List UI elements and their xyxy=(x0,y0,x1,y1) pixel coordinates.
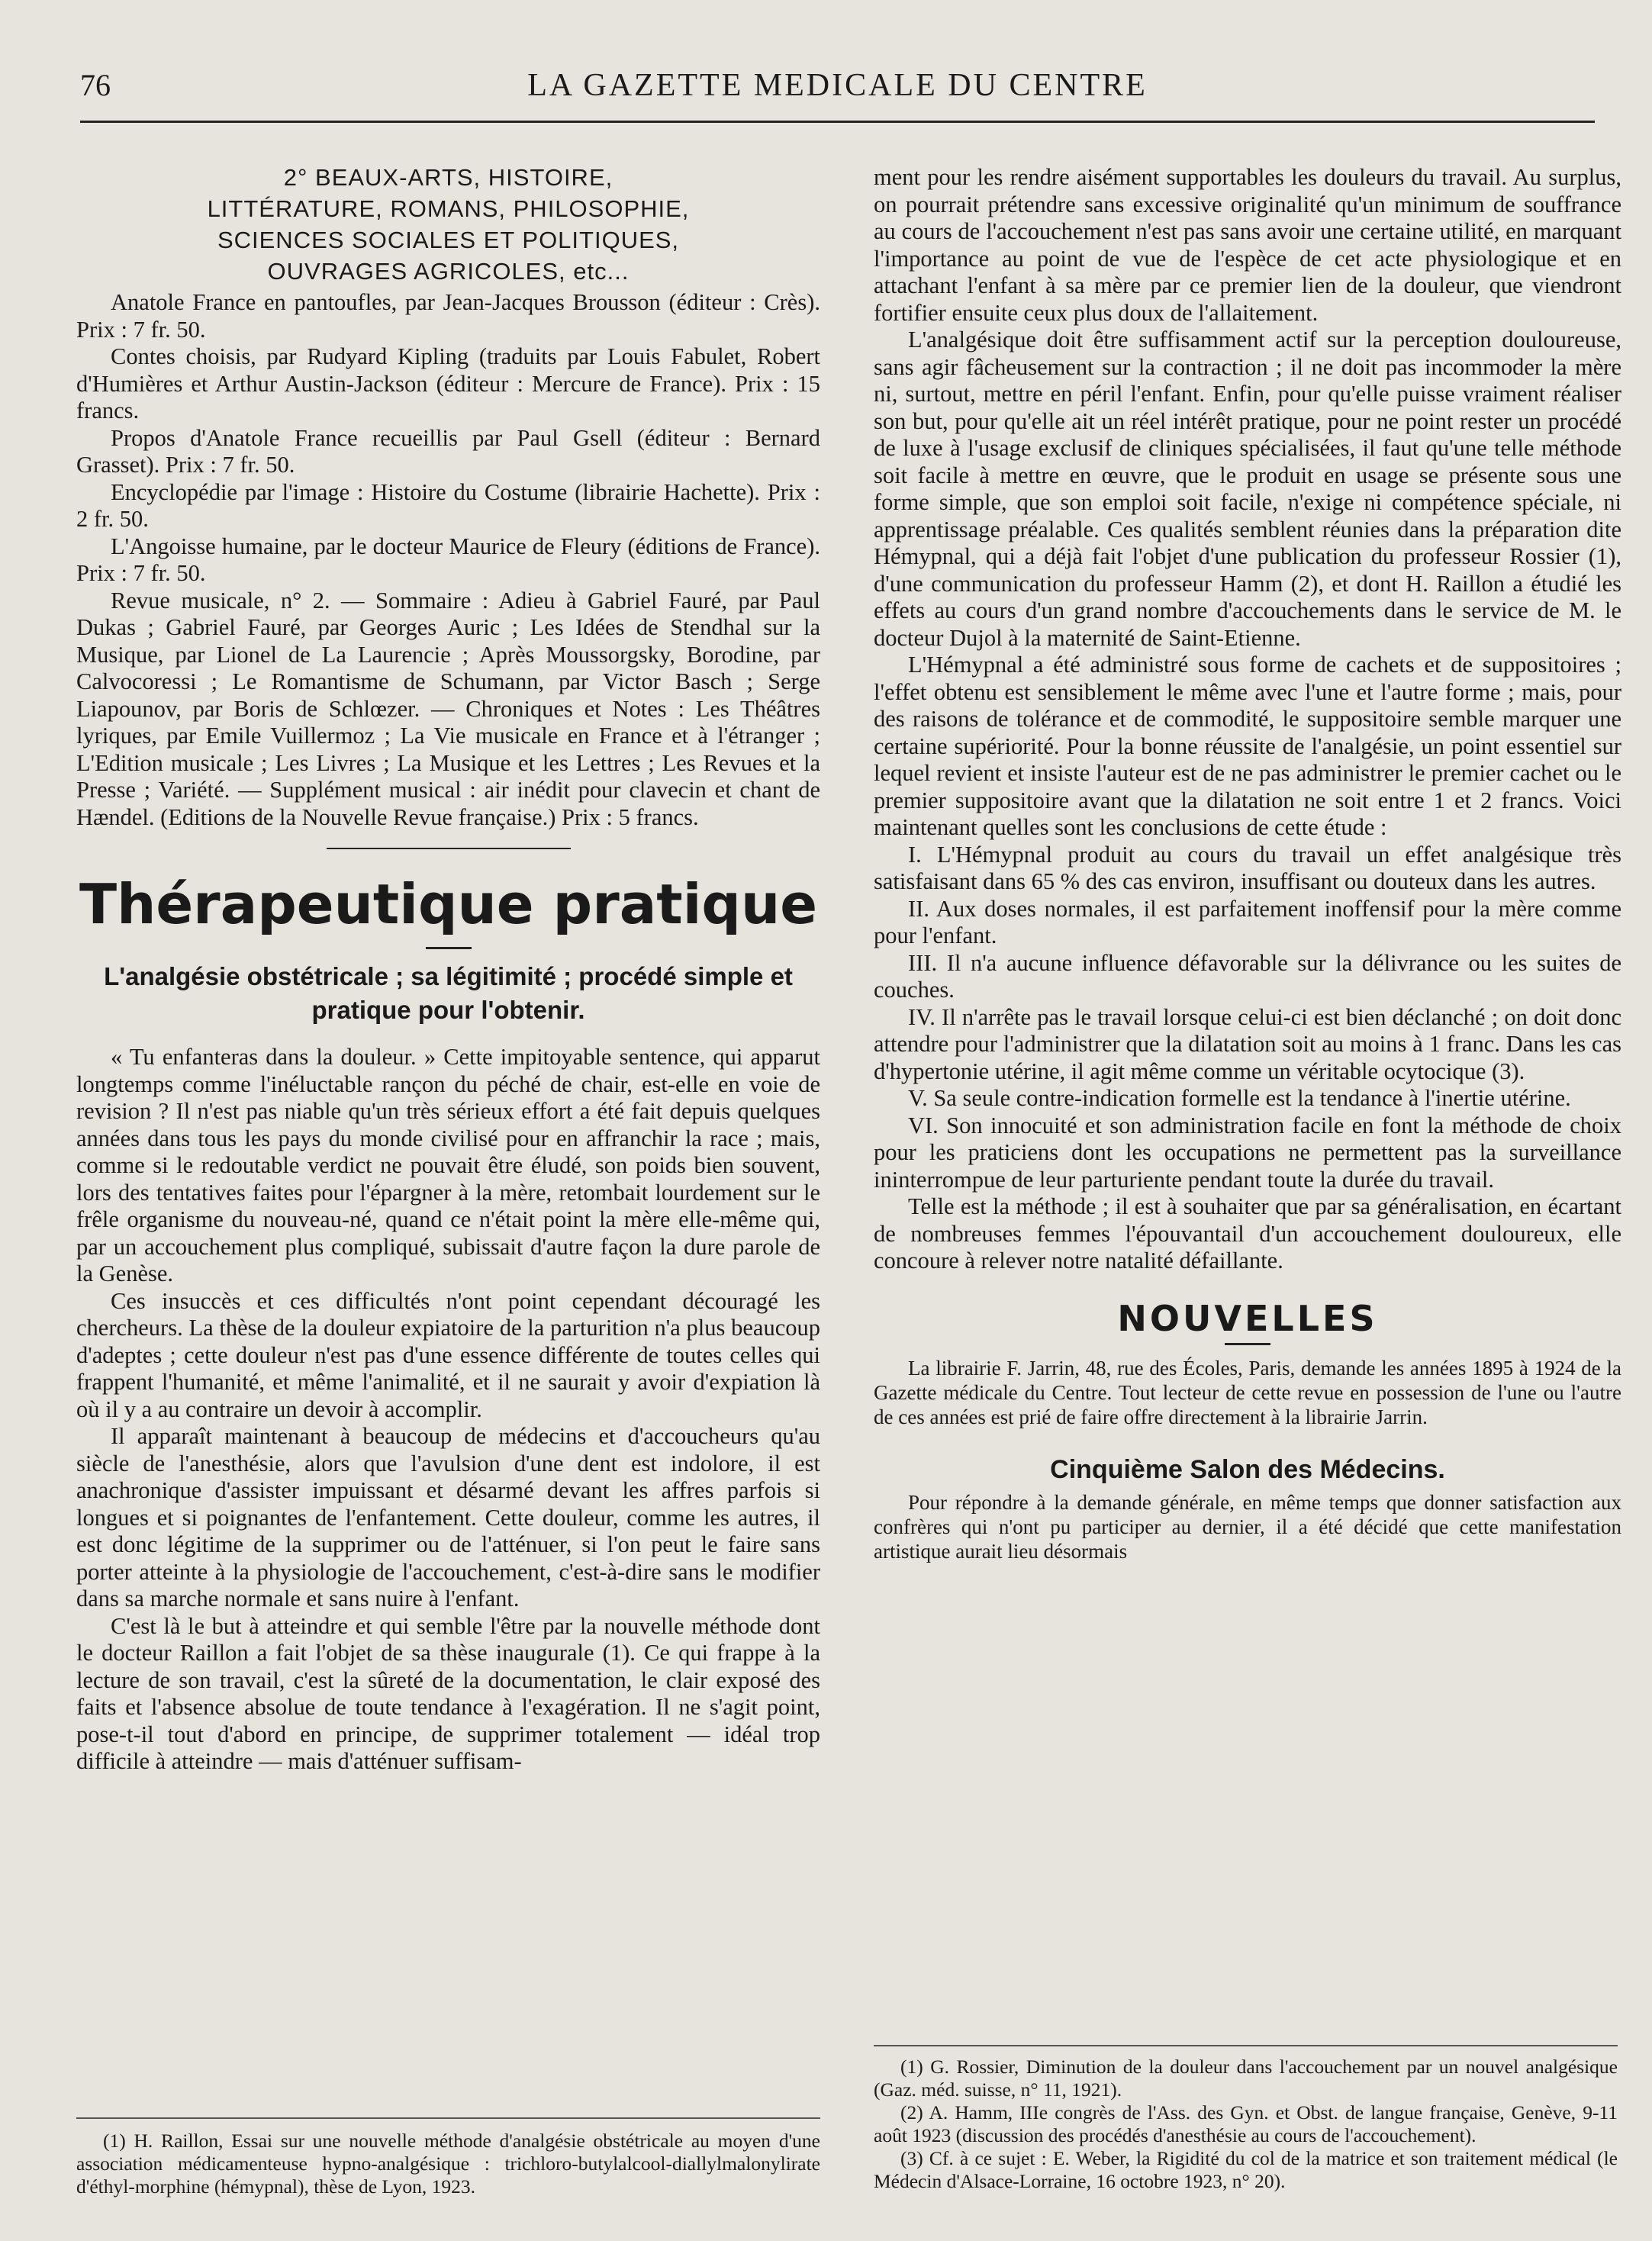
article-paragraph: L'Hémypnal a été administré sous forme de cachets et de suppositoires ; l'effet obtenu est sensiblement le même avec l'une et l'autre forme ; mais, pour des raisons de tolérance et de commodité, le suppositoire semble marquer une certaine supériorité. Pour la bonne réussite de l'analgésie, un point essentiel sur lequel revient et insiste l'auteur est de ne pas administrer le premier cachet ou le premier suppositoire avant que la dilatation ne soit entre 1 et 2 francs. Voici maintenant quelles sont les conclusions de cette étude : xyxy=(874,652,1621,840)
right-column xyxy=(874,164,1621,1563)
footnote: (3) Cf. à ce sujet : E. Weber, la Rigidité du col de la matrice et son traitement médical (le Médecin d'Alsace-Lorraine, 16 octobre 1923, n° 20). xyxy=(874,2147,1618,2192)
running-title: LA GAZETTE MEDICALE DU CENTRE xyxy=(527,68,1148,103)
conclusion-item: V. Sa seule contre-indication formelle est la tendance à l'inertie utérine. xyxy=(908,1085,1571,1111)
section-heading-line: LITTÉRATURE, ROMANS, PHILOSOPHIE, xyxy=(207,195,690,222)
salon-heading: Cinquième Salon des Médecins. xyxy=(1050,1455,1445,1484)
book-entry: Revue musicale, n° 2. — Sommaire : Adieu à Gabriel Fauré, par Paul Dukas ; Gabriel Fauré, par Georges Auric ; Les Idées de Stendhal sur la Musique, par Lionel de La Laurencie ; Après Moussorgsky, Borodine, par Calvocoressi ; Le Romantisme de Schumann, par Victor Basch ; Serge Liapounov, par Boris de Schlœzer. — Chroniques et Notes : Les Théâtres lyriques, par Emile Vuillermoz ; La Vie musicale en France et à l'étranger ; L'Edition musicale ; Les Livres ; La Musique et les Lettres ; Les Revues et la Presse ; Variété. — Supplément musical : air inédit pour clavecin et chant de Hændel. (Editions de la Nouvelle Revue française.) Prix : 5 francs. xyxy=(76,587,820,830)
conclusion-item: IV. Il n'arrête pas le travail lorsque celui-ci est bien déclanché ; on doit donc attendre pour l'administrer que la dilatation soit au moins à 1 franc. Dans les cas d'hypertonie utérine, il agit même comme un véritable ocytocique (3). xyxy=(874,1003,1621,1084)
article-paragraph: « Tu enfanteras dans la douleur. » Cette impitoyable sentence, qui apparut longtemps comme l'inéluctable rançon du péché de chair, est-elle en voie de revision ? Il n'est pas niable qu'un très sérieux effort a été fait depuis quelques années dans tous les pays du monde civilisé pour en affranchir la race ; mais, comme si le redoutable verdict ne pouvait être éludé, son poids bien souvent, lors des tentatives faites pour l'épargner à la mère, retombait lourdement sur le frêle organisme du nouveau-né, quand ce n'était point la mère elle-même qui, par un accouchement plus compliqué, subissait d'autre façon la dure parole de la Genèse. xyxy=(76,1044,820,1286)
section-heading-line: SCIENCES SOCIALES ET POLITIQUES, xyxy=(217,227,680,253)
news-paragraph: La librairie F. Jarrin, 48, rue des Écoles, Paris, demande les années 1895 à 1924 de la Gazette médicale du Centre. Tout lecteur de cette revue en possession de l'une ou l'autre de ces années est prié de faire offre directement à la librairie Jarrin. xyxy=(874,1357,1621,1428)
title-divider xyxy=(426,947,472,949)
article-paragraph: Ces insuccès et ces difficultés n'ont point cependant découragé les chercheurs. La thèse de la douleur expiatoire de la parturition n'a plus beaucoup d'adeptes ; cette douleur n'est pas d'une essence différente de toutes celles qui frappent l'humanité, et même l'animalité, et il ne saurait y avoir d'expiation là où il y a au contraire un devoir à accomplir. xyxy=(76,1287,820,1422)
footnote: (2) A. Hamm, IIIe congrès de l'Ass. des Gyn. et Obst. de langue française, Genève, 9-11 août 1923 (discussion des procédés d'anesthésie au cours de l'accouchement). xyxy=(874,2101,1618,2146)
page-number: 76 xyxy=(80,68,111,102)
section-heading-fine-arts xyxy=(76,164,820,285)
conclusion-item: I. L'Hémypnal produit au cours du travail un effet analgésique très satisfaisant dans 65 % des cas environ, insuffisant ou douteux dans les autres. xyxy=(874,841,1621,894)
article-paragraph: Telle est la méthode ; il est à souhaiter que par sa généralisation, en écartant de nombreuses femmes l'épouvantail d'un accouchement douloureux, elle concoure à relever notre natalité défaillante. xyxy=(874,1193,1621,1273)
article-paragraph: L'analgésique doit être suffisamment actif sur la perception douloureuse, sans agir fâcheusement sur la contraction ; il ne doit pas incommoder la mère ni, surtout, mettre en péril l'enfant. Enfin, pour qu'elle puisse vraiment réaliser son but, pour qu'elle ait un réel intérêt pratique, pour ne point rester un procédé de luxe à l'usage exclusif de cliniques spécialisées, il faut qu'une telle méthode soit facile à mettre en œuvre, que le produit en usage se présente sous une forme simple, que son emploi soit facile, n'exige ni compétence spéciale, ni apprentissage préalable. Ces qualités semblent réunies dans la préparation dite Hémypnal, qui a déjà fait l'objet d'une publication du professeur Rossier (1), d'une communication du professeur Hamm (2), et dont H. Raillon a étudié les effets au cours d'un grand nombre d'accouchements dans le service de M. le docteur Dujol à la maternité de Saint-Etienne. xyxy=(874,327,1621,651)
book-entry: Encyclopédie par l'image : Histoire du Costume (librairie Hachette). Prix : 2 fr. 50. xyxy=(76,478,820,532)
book-entry: Propos d'Anatole France recueillis par Paul Gsell (éditeur : Bernard Grasset). Prix : 7 fr. 50. xyxy=(76,424,820,478)
section-heading-line: OUVRAGES AGRICOLES, etc... xyxy=(267,258,630,285)
book-entry: L'Angoisse humaine, par le docteur Maurice de Fleury (éditions de France). Prix : 7 fr. 50. xyxy=(76,533,820,586)
page-header xyxy=(80,67,1595,123)
article-paragraph: Il apparaît maintenant à beaucoup de médecins et d'accoucheurs qu'au siècle de l'anesthésie, alors que l'avulsion d'une dent est indolore, il est anachronique d'assister impuissant et désarmé devant les affres parfois si longues et si poignantes de l'enfantement. Cette douleur, comme les autres, il est donc légitime de la supprimer ou de l'atténuer, si l'on peut le faire sans porter atteinte à la physiologie de l'accouchement, c'est-à-dire sans le modifier dans sa marche normale et sans nuire à l'enfant. xyxy=(76,1423,820,1612)
article-title: L'analgésie obstétricale ; sa légitimité ; procédé simple et pratique pour l'obtenir. xyxy=(104,962,793,1024)
salon-paragraph: Pour répondre à la demande générale, en même temps que donner satisfaction aux confrères qui n'ont pu participer au dernier, il a été décidé que cette manifestation artistique aurait lieu désormais xyxy=(874,1490,1621,1563)
book-entry: Contes choisis, par Rudyard Kipling (traduits par Louis Fabulet, Robert d'Humières et Arthur Austin-Jackson (éditeur : Mercure de France). Prix : 15 francs. xyxy=(76,343,820,423)
left-footnotes xyxy=(76,2117,820,2198)
right-footnotes xyxy=(874,2045,1618,2193)
article-paragraph: C'est là le but à atteindre et qui semble l'être par la nouvelle méthode dont le docteur Raillon a fait l'objet de sa thèse inaugurale (1). Ce qui frappe à la lecture de son travail, c'est la sûreté de la documentation, le clair exposé des faits et l'absence absolue de toute tendance à l'exagération. Il ne s'agit point, pose-t-il tout d'abord en principe, de supprimer totalement — idéal trop difficile à atteindre — mais d'atténuer suffisam- xyxy=(76,1612,820,1774)
section-divider xyxy=(327,848,571,849)
conclusion-item: II. Aux doses normales, il est parfaitement inoffensif pour la mère comme pour l'enfant. xyxy=(874,895,1621,948)
article-paragraph: ment pour les rendre aisément supportables les douleurs du travail. Au surplus, on pourrait prétendre sans excessive originalité qu'un minimum de souffrance au cours de l'accouchement n'est pas sans avoir une certaine utilité, en marquant l'importance au point de vue de l'espèce de cet acte physiologique et en attachant l'enfant à sa mère par ce premier lien de la douleur, que viendront fortifier ensuite ceux plus doux de l'allaitement. xyxy=(874,164,1621,326)
footnote: (1) G. Rossier, Diminution de la douleur dans l'accouchement par un nouvel analgésique (Gaz. méd. suisse, n° 11, 1921). xyxy=(874,2056,1618,2101)
footnote: (1) H. Raillon, Essai sur une nouvelle méthode d'analgésie obstétricale au moyen d'une association médicamenteuse hypno-analgésique : trichloro-butylalcool-diallylmalonylirate d'éthyl-morphine (hémypnal), thèse de Lyon, 1923. xyxy=(76,2130,820,2198)
book-entry: Anatole France en pantoufles, par Jean-Jacques Brousson (éditeur : Crès). Prix : 7 fr. 50. xyxy=(76,289,820,343)
left-column xyxy=(76,164,820,1776)
conclusion-item: VI. Son innocuité et son administration facile en font la méthode de choix pour les praticiens dont les occupations ne permettent pas la surveillance ininterrompue de leur parturiente pendant toute la durée du travail. xyxy=(874,1112,1621,1193)
conclusion-item: III. Il n'a aucune influence défavorable sur la délivrance ou les suites de couches. xyxy=(874,949,1621,1003)
book-list xyxy=(76,289,820,831)
news-heading: NOUVELLES xyxy=(1117,1297,1378,1339)
section-title: Thérapeutique pratique xyxy=(79,872,818,936)
news-divider xyxy=(1225,1343,1270,1345)
section-heading-line: 2° BEAUX-ARTS, HISTOIRE, xyxy=(283,164,613,191)
